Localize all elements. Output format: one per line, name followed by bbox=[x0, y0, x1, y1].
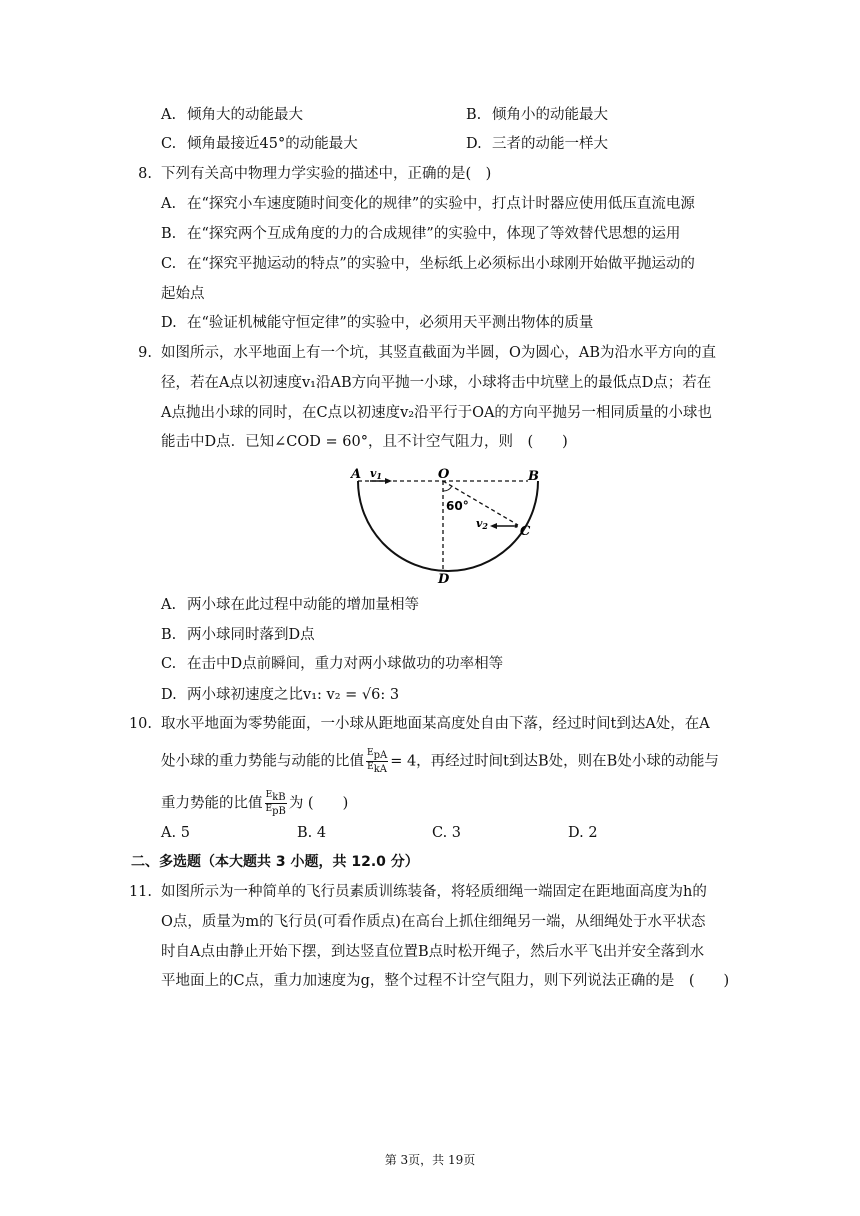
q10-line-2: 处小球的重力势能与动能的比值 $\frac{E_{pA}}{E_{kA}}$ = 4，再经过时间t到达B处，则在B处小球的动能与 bbox=[161, 748, 719, 775]
q11-line-3: 时自A点由静止开始下摆，到达竖直位置B点时松开绳子，然后水平飞出并安全落到水 bbox=[161, 944, 705, 960]
q11-line-1: 如图所示为一种简单的飞行员素质训练装备，将轻质细绳一端固定在距地面高度为h的 bbox=[161, 884, 707, 900]
q7-option-d: D. 三者的动能一样大 bbox=[466, 136, 608, 152]
q7-option-c: C. 倾角最接近45°的动能最大 bbox=[161, 136, 358, 152]
label-o: O bbox=[438, 467, 450, 482]
q9-line-2: 径，若在A点以初速度v₁沿AB方向平抛一小球，小球将击中坑壁上的最低点D点；若在 bbox=[161, 375, 712, 391]
label-v2: v2 bbox=[476, 517, 488, 531]
q9-option-b: B. 两小球同时落到D点 bbox=[161, 627, 315, 643]
q8-option-c-cont: 起始点 bbox=[161, 286, 205, 302]
q10-option-d: D. 2 bbox=[568, 825, 598, 841]
q10-option-a: A. 5 bbox=[161, 825, 190, 841]
v1-arrowhead bbox=[385, 478, 392, 484]
ratio-epa-eka: $\frac{E_{pA}}{E_{kA}}$ bbox=[367, 748, 388, 775]
label-angle: 60° bbox=[446, 499, 469, 513]
q11-number: 11. bbox=[128, 884, 152, 900]
q9-line-3: A点抛出小球的同时，在C点以初速度v₂沿平行于OA的方向平抛另一相同质量的小球也 bbox=[161, 405, 712, 421]
angle-arc bbox=[443, 486, 452, 491]
point-c bbox=[514, 524, 518, 528]
q10-option-c: C. 3 bbox=[432, 825, 462, 841]
semicircle-pit-figure bbox=[348, 465, 548, 585]
q9-option-a: A. 两小球在此过程中动能的增加量相等 bbox=[161, 597, 419, 613]
label-b: B bbox=[528, 469, 539, 484]
q9-line-1: 如图所示，水平地面上有一个坑，其竖直截面为半圆，O为圆心，AB为沿水平方向的直 bbox=[161, 345, 717, 361]
q10-line-3: 重力势能的比值 $\frac{E_{kB}}{E_{pB}}$ 为 ( ) bbox=[161, 790, 349, 817]
label-v1: v1 bbox=[370, 467, 382, 481]
q9-number: 9. bbox=[138, 345, 152, 361]
q8-number: 8. bbox=[138, 166, 152, 182]
label-a: A bbox=[351, 467, 362, 482]
q8-option-c: C. 在“探究平抛运动的特点”的实验中，坐标纸上必须标出小球刚开始做平抛运动的 bbox=[161, 256, 695, 272]
q7-option-a: A. 倾角大的动能最大 bbox=[161, 107, 303, 123]
q10-number: 10. bbox=[128, 716, 152, 732]
q8-stem: 下列有关高中物理力学实验的描述中，正确的是( ) bbox=[161, 166, 492, 182]
q8-option-b: B. 在“探究两个互成角度的力的合成规律”的实验中，体现了等效替代思想的运用 bbox=[161, 226, 681, 242]
q8-option-a: A. 在“探究小车速度随时间变化的规律”的实验中，打点计时器应使用低压直流电源 bbox=[161, 196, 695, 212]
q9-option-d: D. 两小球初速度之比v₁: v₂ = √6: 3 bbox=[161, 687, 400, 703]
q7-option-b: B. 倾角小的动能最大 bbox=[466, 107, 608, 123]
q8-option-d: D. 在“验证机械能守恒定律”的实验中，必须用天平测出物体的质量 bbox=[161, 315, 594, 331]
ratio-ekb-epb: $\frac{E_{kB}}{E_{pB}}$ bbox=[265, 790, 286, 817]
label-d: D bbox=[438, 572, 450, 585]
v2-arrowhead bbox=[490, 523, 497, 529]
section-heading-multiple-choice: 二、多选题（本大题共 3 小题，共 12.0 分） bbox=[131, 854, 419, 870]
q10-line-1: 取水平地面为零势能面，一小球从距地面某高度处自由下落，经过时间t到达A处，在A bbox=[161, 716, 710, 732]
label-c: C bbox=[520, 524, 531, 539]
q11-line-2: O点，质量为m的飞行员(可看作质点)在高台上抓住细绳另一端，从细绳处于水平状态 bbox=[161, 914, 706, 930]
q9-line-4: 能击中D点．已知∠COD = 60°，且不计空气阻力，则 ( ) bbox=[161, 434, 568, 450]
page-footer: 第 3页，共 19页 bbox=[384, 1153, 476, 1167]
q11-line-4: 平地面上的C点，重力加速度为g，整个过程不计空气阻力，则下列说法正确的是 ( ) bbox=[161, 973, 730, 989]
q9-option-c: C. 在击中D点前瞬间，重力对两小球做功的功率相等 bbox=[161, 656, 504, 672]
q10-option-b: B. 4 bbox=[297, 825, 327, 841]
